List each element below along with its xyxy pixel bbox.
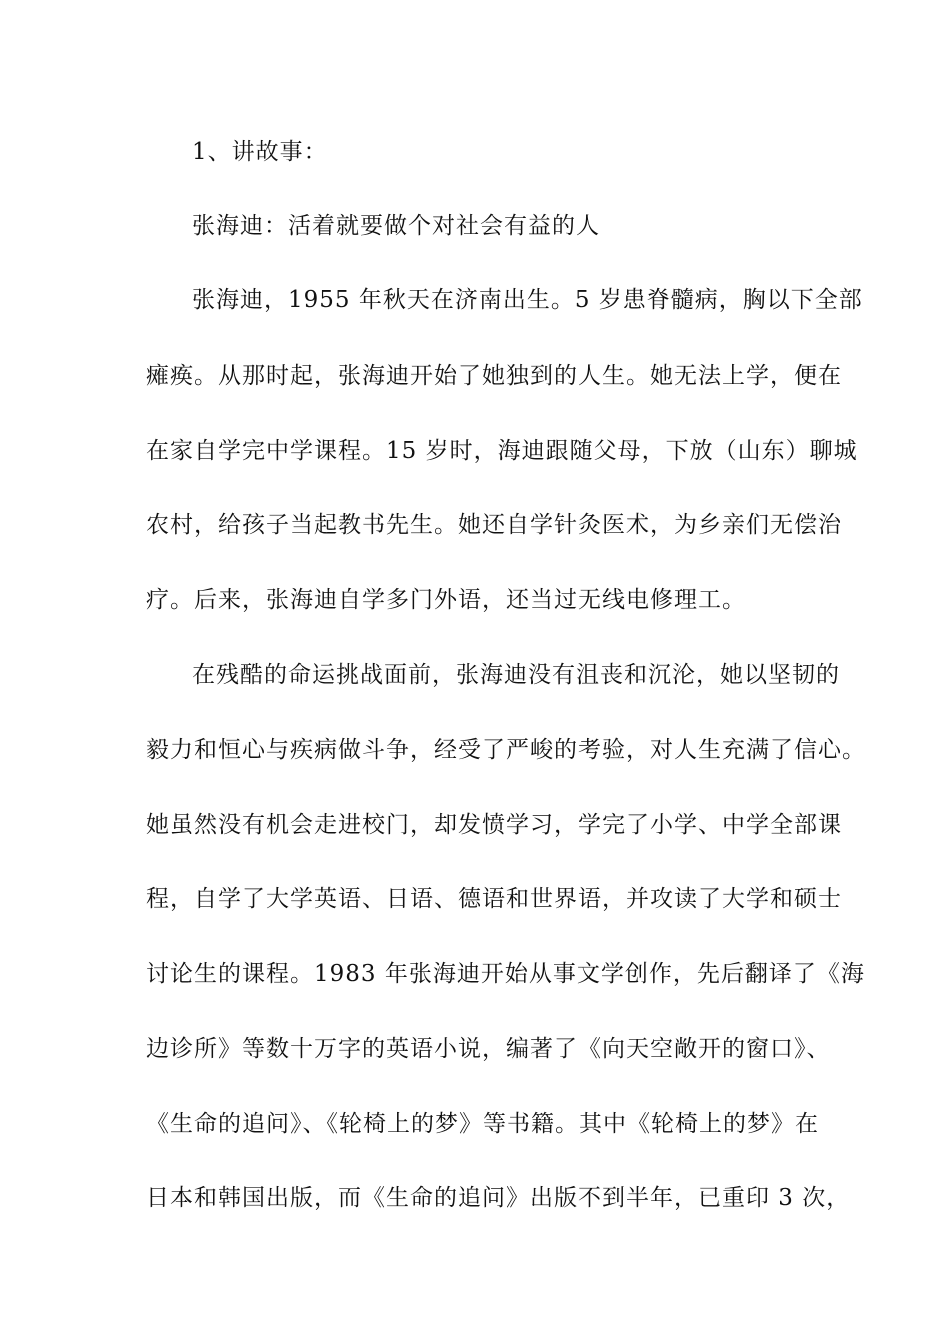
paragraph-line: 疗。后来，张海迪自学多门外语，还当过无线电修理工。: [146, 587, 746, 613]
paragraph-line: 程，自学了大学英语、日语、德语和世界语，并攻读了大学和硕士: [146, 886, 842, 912]
paragraph-line: 张海迪，1955 年秋天在济南出生。5 岁患脊髓病，胸以下全部: [192, 287, 863, 313]
paragraph-line: 边诊所》等数十万字的英语小说，编著了《向天空敞开的窗口》、: [146, 1036, 831, 1062]
paragraph-line: 在家自学完中学课程。15 岁时，海迪跟随父母，下放（山东）聊城: [146, 438, 858, 464]
section-heading: 1、讲故事：: [192, 139, 328, 165]
paragraph-line: 《生命的追问》、《轮椅上的梦》等书籍。其中《轮椅上的梦》在: [146, 1111, 819, 1137]
paragraph-line: 在残酷的命运挑战面前，张海迪没有沮丧和沉沦，她以坚韧的: [192, 662, 840, 688]
story-title: 张海迪：活着就要做个对社会有益的人: [192, 213, 600, 239]
paragraph-line: 讨论生的课程。1983 年张海迪开始从事文学创作，先后翻译了《海: [146, 961, 865, 987]
paragraph-line: 日本和韩国出版，而《生命的追问》出版不到半年，已重印 3 次，: [146, 1185, 851, 1211]
paragraph-line: 毅力和恒心与疾病做斗争，经受了严峻的考验，对人生充满了信心。: [146, 737, 866, 763]
paragraph-line: 她虽然没有机会走进校门，却发愤学习，学完了小学、中学全部课: [146, 812, 842, 838]
paragraph-line: 瘫痪。从那时起，张海迪开始了她独到的人生。她无法上学，便在: [146, 363, 842, 389]
paragraph-line: 农村，给孩子当起教书先生。她还自学针灸医术，为乡亲们无偿治: [146, 512, 842, 538]
